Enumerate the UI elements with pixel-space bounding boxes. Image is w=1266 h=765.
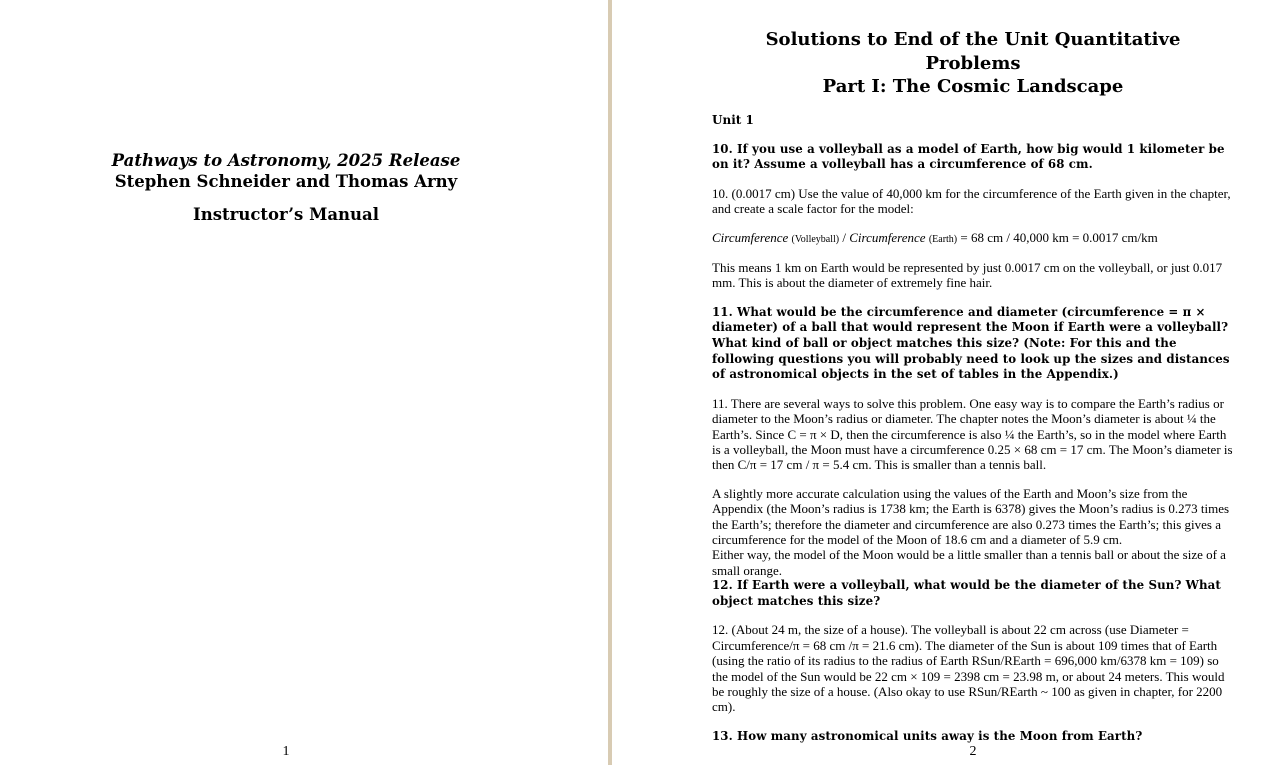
answer-11-part-2: A slightly more accurate calculation using the values of the Earth and Moon’s size from the Appendix (the Moon’s radius is 1738 km; the Earth is 6378) gives the Moon’s radius is 0.273 times the Earth’s; therefore the diameter and circumference are also 0.273 times the Earth’s; this gives a circumference for the model of the Moon of 18.6 cm and a diameter of 5.9 cm. xyxy=(712,485,1230,547)
left-page xyxy=(0,0,608,765)
answer-11-part-3: Either way, the model of the Moon would be a little smaller than a tennis ball or about the size of a small orange. xyxy=(712,547,1226,578)
question-13: 13. How many astronomical units away is the Moon from Earth? xyxy=(712,728,1143,743)
answer-12: 12. (About 24 m, the size of a house). The volleyball is about 22 cm across (use Diameter = Circumference/π = 68 cm /π = 21.6 cm). The diameter of the Sun is about 109 times that of Earth (using the ratio of its radius to the radius of Earth RSun/REarth = 696,000 km/6378 km = 109) so the model of the Sun would be 22 cm × 109 = 2398 cm = 23.98 m, or about 24 meters. This would be roughly the size of a house. (Also okay to use RSun/REarth ~ 100 as given in chapter, for 2200 cm). xyxy=(712,622,1225,715)
question-10: 10. If you use a volleyball as a model of Earth, how big would 1 kilometer be on it? Assume a volleyball has a circumference of 68 cm. xyxy=(712,141,1225,172)
book-title: Pathways to Astronomy, 2025 Release xyxy=(111,151,461,170)
authors: Stephen Schneider and Thomas Arny xyxy=(114,172,458,191)
unit-label: Unit 1 xyxy=(712,112,754,127)
answer-10-conclusion: This means 1 km on Earth would be represented by just 0.0017 cm on the volleyball, or just 0.017 mm. This is about the diameter of extremely fine hair. xyxy=(712,259,1223,291)
heading-line-2: Problems xyxy=(925,52,1021,74)
manual-subtitle: Instructor’s Manual xyxy=(193,205,379,224)
right-page xyxy=(612,0,1266,765)
solutions-content xyxy=(712,28,1234,744)
heading-line-1: Solutions to End of the Unit Quantitative xyxy=(765,29,1181,50)
heading-line-3: Part I: The Cosmic Landscape xyxy=(822,76,1124,97)
answer-10-equation: Circumference (Volleyball) / Circumference (Earth) = 68 cm / 40,000 km = 0.0017 cm/km xyxy=(712,229,1158,245)
answer-10-intro: 10. (0.0017 cm) Use the value of 40,000 km for the circumference of the Earth given in the chapter, and create a scale factor for the model: xyxy=(712,185,1231,217)
title-block xyxy=(0,150,572,224)
page-number-right: 2 xyxy=(969,744,977,759)
question-11: 11. What would be the circumference and diameter (circumference = π × diameter) of a ball that would represent the Moon if Earth were a volleyball? What kind of ball or object matches this size? (Note: For this and the following questions you will probably need to look up the sizes and distances of astronomical objects in the set of tables in the Appendix.) xyxy=(712,304,1230,382)
question-12: 12. If Earth were a volleyball, what would be the diameter of the Sun? What object matches this size? xyxy=(712,578,1221,608)
page-number-left: 1 xyxy=(282,744,290,759)
answer-11-part-1: 11. There are several ways to solve this problem. One easy way is to compare the Earth’s radius or diameter to the Moon’s radius or diameter. The chapter notes the Moon’s diameter is about ¼ the Earth’s. Since C = π × D, then the circumference is also ¼ the Earth’s, so in the model where Earth is a volleyball, the Moon must have a circumference 0.25 × 68 cm = 17 cm. The Moon’s diameter is then C/π = 17 cm / π = 5.4 cm. This is smaller than a tennis ball. xyxy=(712,395,1233,473)
